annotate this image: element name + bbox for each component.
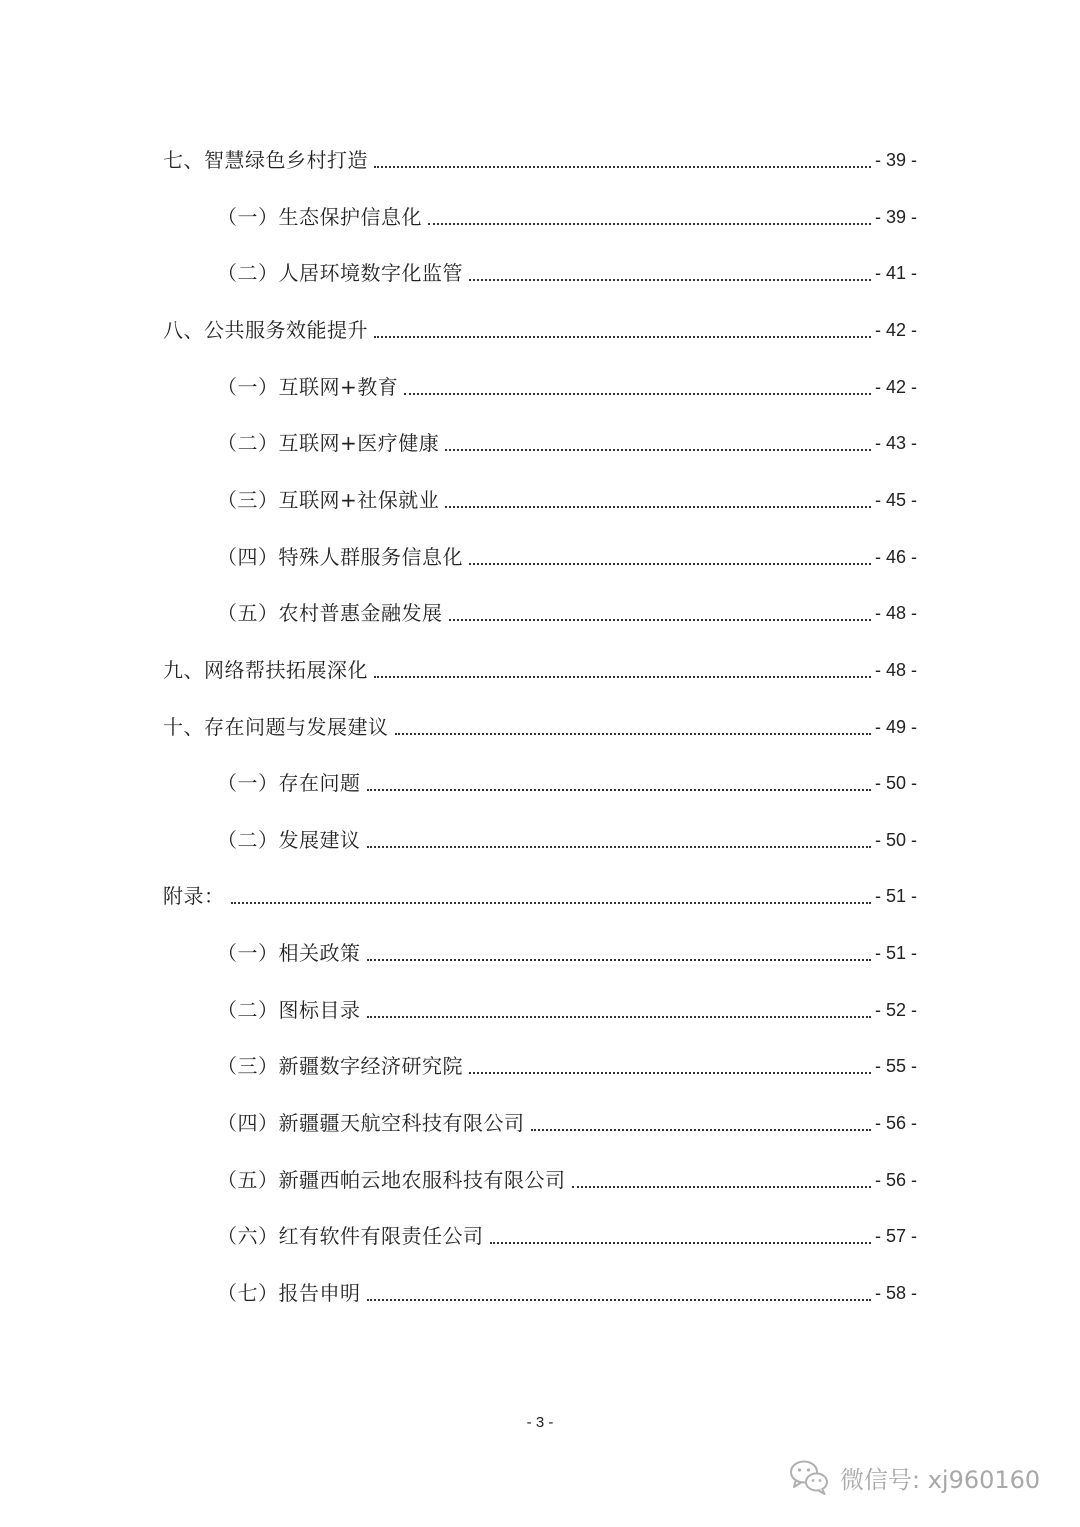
toc-dot-leader: [367, 789, 871, 791]
toc-entry-page: - 42 -: [874, 377, 917, 397]
page-number: - 3 -: [526, 1414, 554, 1431]
toc-entry-title: （一）生态保护信息化: [217, 205, 422, 229]
toc-entry-title: 八、公共服务效能提升: [163, 318, 368, 342]
toc-entry[interactable]: [217, 537, 917, 577]
toc-entry-page: - 50 -: [874, 830, 917, 850]
toc-entry[interactable]: [217, 1046, 917, 1086]
toc-entry-page: - 45 -: [874, 490, 917, 510]
toc-entry[interactable]: [163, 876, 917, 916]
toc-dot-leader: [469, 563, 871, 565]
toc-entry-page: - 50 -: [874, 773, 917, 793]
toc-dot-leader: [445, 449, 871, 451]
toc-entry-page: - 48 -: [874, 660, 917, 680]
toc-entry[interactable]: [217, 423, 917, 463]
toc-entry-title: （二）图标目录: [217, 998, 361, 1022]
toc-entry-title: （一）存在问题: [217, 771, 361, 795]
toc-entry-page: - 57 -: [874, 1226, 917, 1246]
toc-dot-leader: [572, 1186, 871, 1188]
toc-entry-title: （一）互联网+教育: [217, 375, 399, 399]
toc-entry[interactable]: [217, 593, 917, 633]
toc-entry-page: - 48 -: [874, 603, 917, 623]
wechat-icon: [788, 1457, 830, 1497]
toc-dot-leader: [490, 1242, 871, 1244]
toc-entry-page: - 52 -: [874, 1000, 917, 1020]
toc-entry[interactable]: [217, 480, 917, 520]
toc-dot-leader: [367, 846, 871, 848]
toc-dot-leader: [374, 336, 871, 338]
toc-entry-page: - 58 -: [874, 1283, 917, 1303]
toc-entry-title: （二）人居环境数字化监管: [217, 261, 463, 285]
toc-entry[interactable]: [217, 1273, 917, 1313]
toc-entry-page: - 41 -: [874, 263, 917, 283]
toc-entry-page: - 46 -: [874, 547, 917, 567]
toc-dot-leader: [367, 959, 871, 961]
toc-entry-title: （三）互联网+社保就业: [217, 488, 440, 512]
toc-entry[interactable]: [217, 933, 917, 973]
toc-entry-title: （一）相关政策: [217, 941, 361, 965]
toc-entry[interactable]: [163, 707, 917, 747]
toc-entry[interactable]: [217, 990, 917, 1030]
toc-entry-page: - 49 -: [874, 717, 917, 737]
toc-entry-title: 附录：: [163, 884, 225, 908]
watermark-text: 微信号: xj960160: [840, 1465, 1041, 1494]
wechat-watermark: [788, 1454, 1040, 1500]
toc-dot-leader: [445, 506, 871, 508]
toc-entry-page: - 56 -: [874, 1170, 917, 1190]
toc-entry-title: （五）新疆西帕云地农服科技有限公司: [217, 1168, 566, 1192]
toc-entry[interactable]: [163, 140, 917, 180]
toc-entry[interactable]: [217, 1160, 917, 1200]
toc-dot-leader: [374, 166, 871, 168]
toc-entry-title: 七、智慧绿色乡村打造: [163, 148, 368, 172]
toc-entry-title: （六）红有软件有限责任公司: [217, 1224, 484, 1248]
toc-dot-leader: [231, 902, 871, 904]
toc-dot-leader: [367, 1299, 871, 1301]
toc-entry-title: （四）特殊人群服务信息化: [217, 545, 463, 569]
toc-entry[interactable]: [217, 763, 917, 803]
toc-entry-page: - 39 -: [874, 207, 917, 227]
toc-entry-page: - 51 -: [874, 943, 917, 963]
toc-entry-title: （四）新疆疆天航空科技有限公司: [217, 1111, 525, 1135]
toc-entry-title: （二）互联网+医疗健康: [217, 431, 440, 455]
toc-entry-page: - 55 -: [874, 1056, 917, 1076]
toc-dot-leader: [469, 279, 871, 281]
toc-entry-page: - 56 -: [874, 1113, 917, 1133]
toc-entry[interactable]: [217, 820, 917, 860]
toc-entry[interactable]: [163, 650, 917, 690]
toc-dot-leader: [428, 223, 871, 225]
toc-entry-page: - 43 -: [874, 433, 917, 453]
toc-entry[interactable]: [217, 253, 917, 293]
toc-entry-title: （五）农村普惠金融发展: [217, 601, 443, 625]
toc-entry-page: - 39 -: [874, 150, 917, 170]
toc-dot-leader: [531, 1129, 871, 1131]
toc-entry[interactable]: [217, 367, 917, 407]
toc-entry[interactable]: [163, 310, 917, 350]
toc-entry-title: （三）新疆数字经济研究院: [217, 1054, 463, 1078]
toc-dot-leader: [404, 393, 871, 395]
toc-dot-leader: [367, 1016, 871, 1018]
toc-entry-title: 十、存在问题与发展建议: [163, 715, 389, 739]
toc-entry-page: - 51 -: [874, 886, 917, 906]
toc-entry-title: （七）报告申明: [217, 1281, 361, 1305]
toc-entry[interactable]: [217, 1216, 917, 1256]
toc-entry-title: 九、网络帮扶拓展深化: [163, 658, 368, 682]
toc-entry-title: （二）发展建议: [217, 828, 361, 852]
toc-dot-leader: [395, 733, 871, 735]
toc-entry[interactable]: [217, 197, 917, 237]
toc-dot-leader: [449, 619, 871, 621]
toc-dot-leader: [469, 1072, 871, 1074]
toc-entry-page: - 42 -: [874, 320, 917, 340]
toc-dot-leader: [374, 676, 871, 678]
toc-entry[interactable]: [217, 1103, 917, 1143]
